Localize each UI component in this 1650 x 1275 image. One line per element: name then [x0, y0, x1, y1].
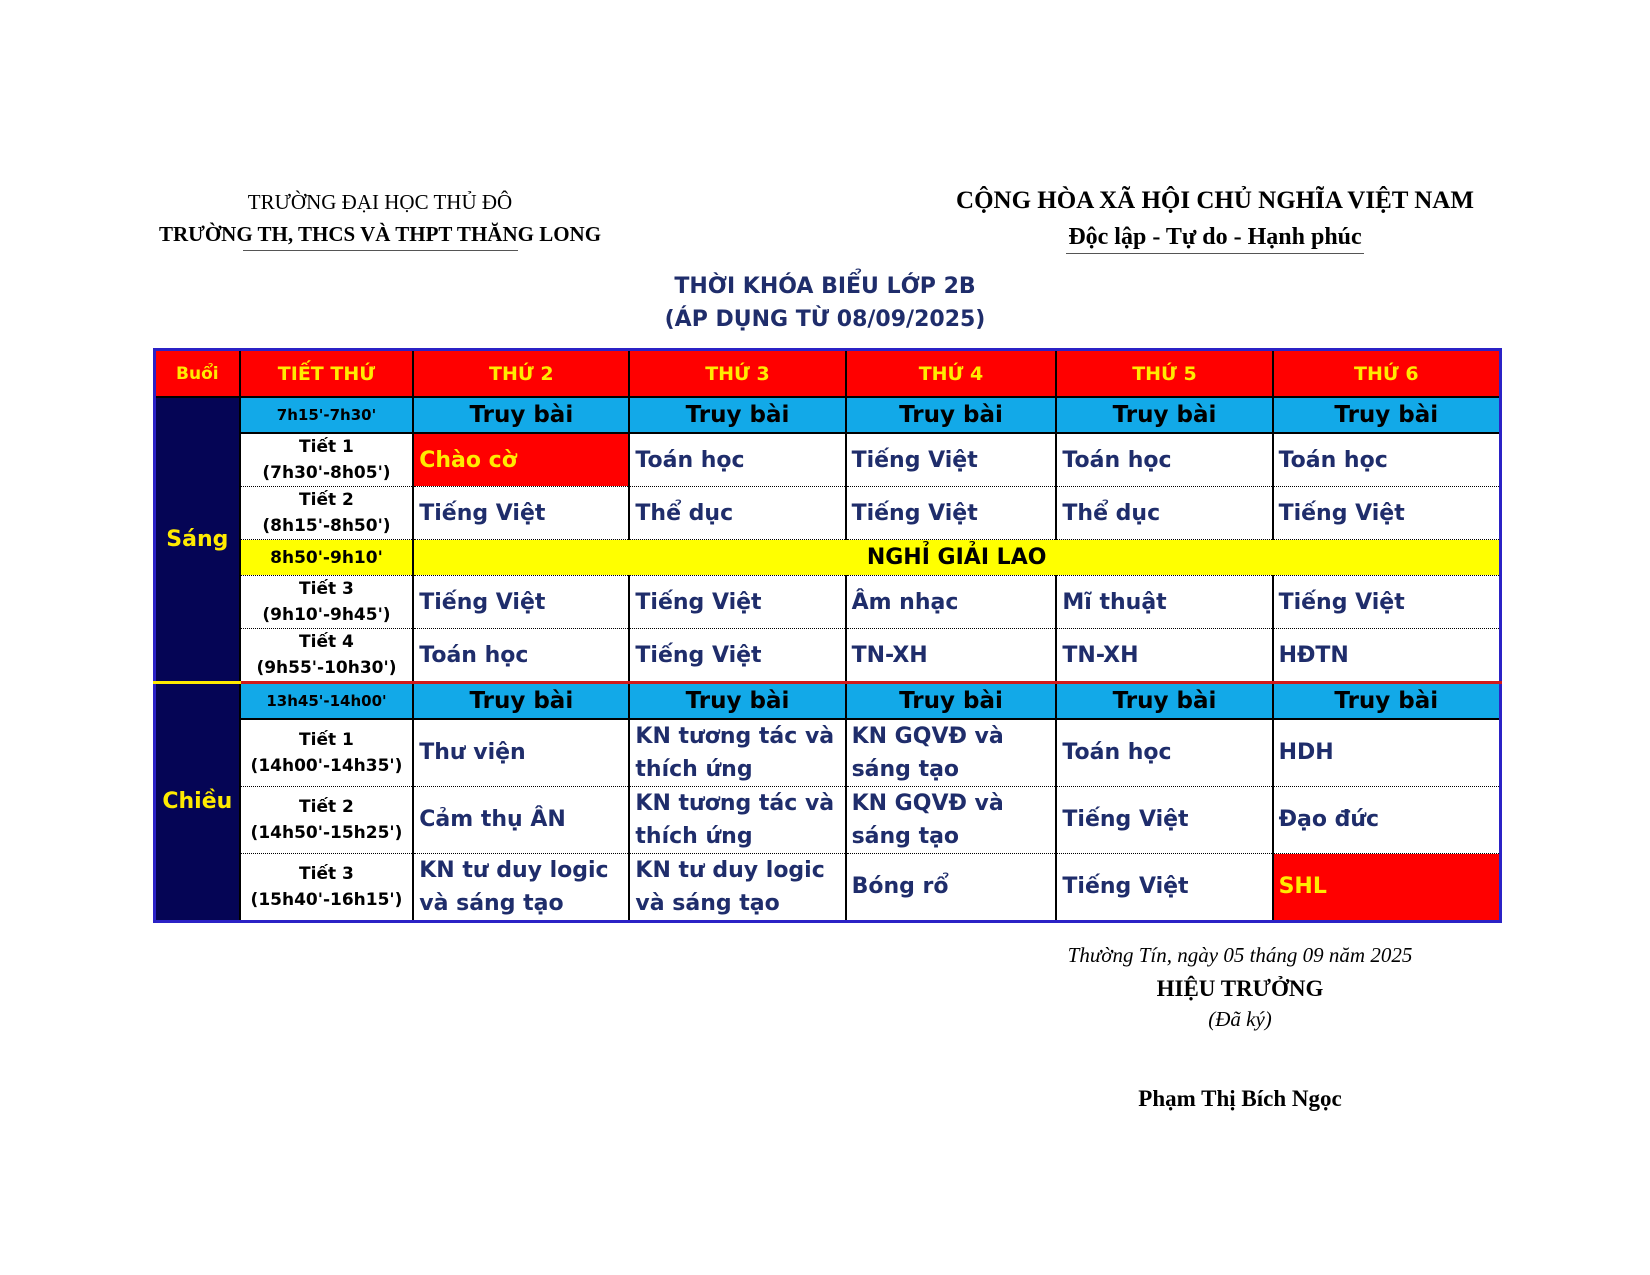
subject-cell: Tiếng Việt: [413, 487, 629, 540]
period-label: [240, 487, 414, 540]
period-label: [240, 629, 414, 683]
table-row: [155, 786, 1501, 853]
break-time: 8h50'-9h10': [240, 540, 414, 576]
period-time: (15h40'-16h15'): [250, 889, 403, 910]
subject-cell: Thể dục: [1056, 487, 1272, 540]
university-name: TRƯỜNG ĐẠI HỌC THỦ ĐÔ: [247, 190, 513, 214]
subject-cell: Toán học: [1273, 433, 1501, 487]
period-name: Tiết 3: [299, 863, 354, 884]
period-name: Tiết 2: [299, 796, 354, 817]
truy-bai-cell: Truy bài: [413, 683, 629, 719]
school-header: [150, 188, 610, 251]
timetable-title-line2: (ÁP DỤNG TỪ 08/09/2025): [664, 307, 986, 332]
table-row: [155, 683, 1501, 719]
subject-cell: Mĩ thuật: [1056, 576, 1272, 629]
subject-cell: Bóng rổ: [846, 853, 1057, 921]
period-label: [240, 786, 414, 853]
header-session: Buổi: [155, 350, 240, 398]
table-row: [155, 487, 1501, 540]
table-row: [155, 433, 1501, 487]
session-morning: Sáng: [155, 397, 240, 683]
period-name: Tiết 3: [299, 579, 354, 599]
subject-cell: Thư viện: [413, 719, 629, 787]
period-label: [240, 719, 414, 787]
period-name: Tiết 2: [299, 490, 354, 510]
subject-cell: KN tư duy logic và sáng tạo: [629, 853, 845, 921]
timetable-title-line1: THỜI KHÓA BIỂU LỚP 2B: [674, 274, 976, 299]
session-afternoon-label: Chiều: [162, 789, 233, 815]
period-time: (9h10'-9h45'): [262, 605, 391, 625]
period-name: Tiết 1: [299, 729, 354, 750]
period-time: (8h15'-8h50'): [262, 516, 391, 536]
national-title: CỘNG HÒA XÃ HỘI CHỦ NGHĨA VIỆT NAM: [956, 187, 1474, 214]
period-label: [240, 433, 414, 487]
national-header: [945, 185, 1485, 254]
period-time: (7h30'-8h05'): [262, 463, 391, 483]
subject-cell: Tiếng Việt: [629, 629, 845, 683]
period-label: [240, 576, 414, 629]
subject-cell: Tiếng Việt: [1273, 576, 1501, 629]
subject-cell: Đạo đức: [1273, 786, 1501, 853]
subject-cell: Toán học: [629, 433, 845, 487]
subject-cell: HDH: [1273, 719, 1501, 787]
header-day-5: THỨ 5: [1056, 350, 1272, 398]
period-time: (9h55'-10h30'): [256, 658, 397, 678]
signature-block: [1030, 940, 1450, 1115]
subject-cell: Tiếng Việt: [846, 487, 1057, 540]
subject-cell: Tiếng Việt: [1273, 487, 1501, 540]
subject-cell: KN GQVĐ và sáng tạo: [846, 786, 1057, 853]
table-row: [155, 576, 1501, 629]
subject-cell: SHL: [1273, 853, 1501, 921]
subject-cell: KN tương tác và thích ứng: [629, 786, 845, 853]
subject-cell: TN-XH: [846, 629, 1057, 683]
truy-bai-cell: Truy bài: [1056, 683, 1272, 719]
period-label: [240, 853, 414, 921]
truy-bai-cell: Truy bài: [629, 683, 845, 719]
table-row: [155, 719, 1501, 787]
school-name: TRƯỜNG TH, THCS VÀ THPT THĂNG LONG: [158, 222, 602, 246]
subject-cell: Tiếng Việt: [629, 576, 845, 629]
subject-cell: HĐTN: [1273, 629, 1501, 683]
period-name: Tiết 1: [299, 437, 354, 457]
subject-cell: Toán học: [413, 629, 629, 683]
truy-bai-cell: Truy bài: [1273, 683, 1501, 719]
motto-underline: [1066, 253, 1364, 254]
national-motto: Độc lập - Tự do - Hạnh phúc: [1068, 224, 1362, 250]
subject-cell: KN GQVĐ và sáng tạo: [846, 719, 1057, 787]
subject-cell: KN tư duy logic và sáng tạo: [413, 853, 629, 921]
period-time: (14h50'-15h25'): [250, 822, 403, 843]
timetable-title: [550, 270, 1100, 336]
truy-bai-cell: Truy bài: [846, 397, 1057, 433]
truy-bai-cell: Truy bài: [846, 683, 1057, 719]
header-day-2: THỨ 2: [413, 350, 629, 398]
signed-note: (Đã ký): [1208, 1007, 1272, 1031]
subject-cell: Tiếng Việt: [1056, 853, 1272, 921]
subject-cell: Âm nhạc: [846, 576, 1057, 629]
session-afternoon: [155, 683, 240, 922]
header-day-6: THỨ 6: [1273, 350, 1501, 398]
period-name: Tiết 4: [299, 632, 354, 652]
table-row: [155, 853, 1501, 921]
subject-cell: KN tương tác và thích ứng: [629, 719, 845, 787]
truy-bai-cell: Truy bài: [413, 397, 629, 433]
subject-cell: TN-XH: [1056, 629, 1272, 683]
truy-bai-cell: Truy bài: [1273, 397, 1501, 433]
subject-cell: Chào cờ: [413, 433, 629, 487]
table-header-row: [155, 350, 1501, 398]
truy-bai-time: 7h15'-7h30': [240, 397, 414, 433]
subject-cell: Tiếng Việt: [1056, 786, 1272, 853]
break-row: [155, 540, 1501, 576]
subject-cell: Toán học: [1056, 433, 1272, 487]
period-time: (14h00'-14h35'): [250, 755, 403, 776]
subject-cell: Toán học: [1056, 719, 1272, 787]
signer-role: HIỆU TRƯỞNG: [1156, 976, 1324, 1001]
header-day-3: THỨ 3: [629, 350, 845, 398]
timetable: [153, 348, 1502, 923]
subject-cell: Thể dục: [629, 487, 845, 540]
subject-cell: Cảm thụ ÂN: [413, 786, 629, 853]
truy-bai-cell: Truy bài: [1056, 397, 1272, 433]
signer-name: Phạm Thị Bích Ngọc: [1138, 1086, 1342, 1111]
table-row: [155, 397, 1501, 433]
table-row: [155, 629, 1501, 683]
header-period: TIẾT THỨ: [240, 350, 414, 398]
header-day-4: THỨ 4: [846, 350, 1057, 398]
truy-bai-time: 13h45'-14h00': [240, 683, 414, 719]
school-name-underline: [243, 250, 518, 251]
truy-bai-cell: Truy bài: [629, 397, 845, 433]
place-date: Thường Tín, ngày 05 tháng 09 năm 2025: [1067, 943, 1413, 967]
break-label: NGHỈ GIẢI LAO: [413, 540, 1500, 576]
subject-cell: Tiếng Việt: [846, 433, 1057, 487]
subject-cell: Tiếng Việt: [413, 576, 629, 629]
